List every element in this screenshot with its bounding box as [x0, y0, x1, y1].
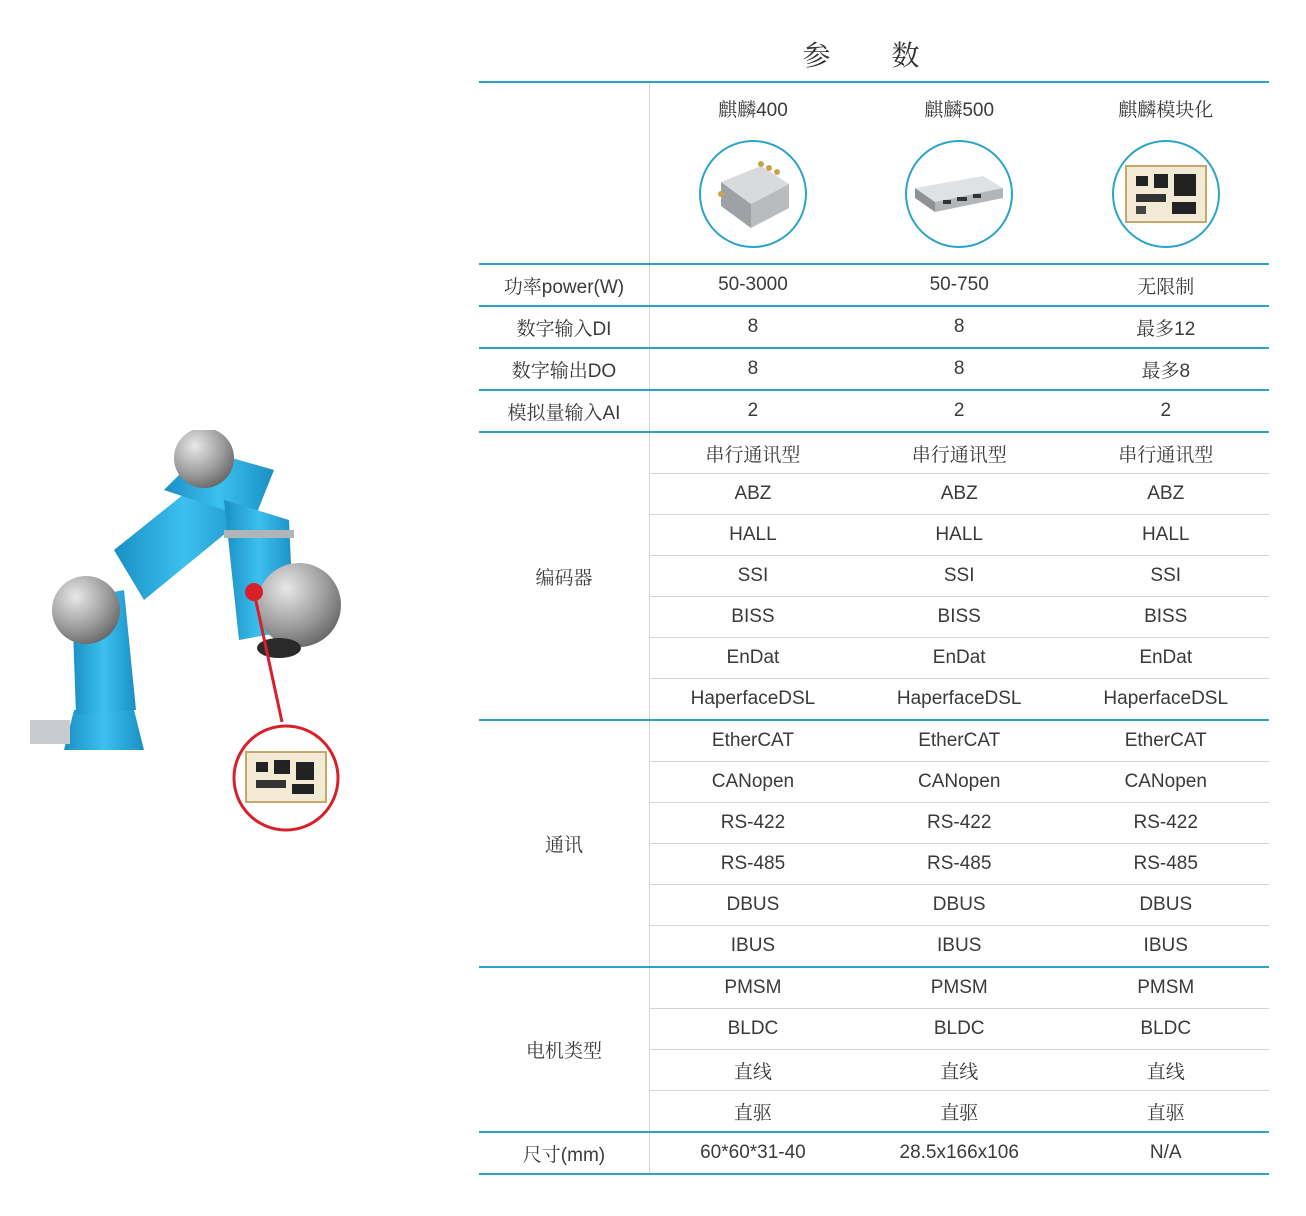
cell-value: ABZ: [856, 474, 1063, 515]
cell-value: HALL: [649, 515, 856, 556]
cell-value: BISS: [1062, 597, 1269, 638]
group-label-comm: 通讯: [479, 720, 649, 967]
cell-value: HaperfaceDSL: [1062, 679, 1269, 721]
cell-value: HaperfaceDSL: [856, 679, 1063, 721]
cell-value: PMSM: [649, 967, 856, 1009]
cell-value: 直线: [1062, 1050, 1269, 1091]
cell-value: RS-485: [649, 844, 856, 885]
cell-value: CANopen: [1062, 762, 1269, 803]
row-label: 尺寸(mm): [479, 1132, 649, 1174]
cell-value: 串行通讯型: [856, 432, 1063, 474]
robot-arm-image: [24, 430, 344, 840]
cell-value: CANopen: [856, 762, 1063, 803]
product-header-row: [479, 82, 1269, 264]
product-col-3: [1062, 82, 1269, 264]
cell-value: BISS: [856, 597, 1063, 638]
cell-value: 直驱: [856, 1091, 1063, 1133]
cell-value: EtherCAT: [1062, 720, 1269, 762]
cell-value: PMSM: [856, 967, 1063, 1009]
cell-value: EnDat: [1062, 638, 1269, 679]
row-label: 数字输入DI: [479, 306, 649, 348]
product-name: 麒麟模块化: [1118, 100, 1214, 121]
cell-value: 串行通讯型: [649, 432, 856, 474]
cell-value: 直驱: [1062, 1091, 1269, 1133]
cell-value: 直线: [856, 1050, 1063, 1091]
cell-value: 50-750: [856, 264, 1063, 306]
cell-value: 无限制: [1062, 264, 1269, 306]
cell-value: 8: [649, 348, 856, 390]
group-label-encoder: 编码器: [479, 432, 649, 720]
cell-value: BISS: [649, 597, 856, 638]
cell-value: 2: [649, 390, 856, 432]
cell-value: EtherCAT: [856, 720, 1063, 762]
cell-value: IBUS: [649, 926, 856, 968]
controller-flat-icon: [905, 140, 1013, 248]
cell-value: DBUS: [649, 885, 856, 926]
encoder-row: [479, 432, 1269, 474]
cell-value: RS-422: [1062, 803, 1269, 844]
row-label: 模拟量输入AI: [479, 390, 649, 432]
row-power: [479, 264, 1269, 306]
cell-value: HaperfaceDSL: [649, 679, 856, 721]
cell-value: RS-485: [1062, 844, 1269, 885]
cell-value: IBUS: [1062, 926, 1269, 968]
cell-value: ABZ: [1062, 474, 1269, 515]
cell-value: 8: [856, 306, 1063, 348]
spec-table: [479, 81, 1269, 1175]
group-label-motor: 电机类型: [479, 967, 649, 1132]
cell-value: IBUS: [856, 926, 1063, 968]
cell-value: ABZ: [649, 474, 856, 515]
cell-value: DBUS: [1062, 885, 1269, 926]
controller-module-icon: [1112, 140, 1220, 248]
cell-value: RS-422: [649, 803, 856, 844]
cell-value: HALL: [856, 515, 1063, 556]
cell-value: 2: [1062, 390, 1269, 432]
cell-value: 最多8: [1062, 348, 1269, 390]
row-ai: [479, 390, 1269, 432]
cell-value: SSI: [649, 556, 856, 597]
cell-value: BLDC: [649, 1009, 856, 1050]
cell-value: 最多12: [1062, 306, 1269, 348]
controller-cube-icon: [699, 140, 807, 248]
cell-value: HALL: [1062, 515, 1269, 556]
product-col-2: [856, 82, 1063, 264]
cell-value: PMSM: [1062, 967, 1269, 1009]
header-blank-cell: [479, 82, 649, 264]
cell-value: SSI: [856, 556, 1063, 597]
product-name: 麒麟500: [924, 100, 995, 121]
cell-value: EnDat: [649, 638, 856, 679]
cell-value: RS-422: [856, 803, 1063, 844]
cell-value: 8: [856, 348, 1063, 390]
cell-value: 直线: [649, 1050, 856, 1091]
row-label: 数字输出DO: [479, 348, 649, 390]
cell-value: BLDC: [856, 1009, 1063, 1050]
cell-value: 2: [856, 390, 1063, 432]
cell-value: SSI: [1062, 556, 1269, 597]
cell-value: 8: [649, 306, 856, 348]
row-label: 功率power(W): [479, 264, 649, 306]
comm-row: [479, 720, 1269, 762]
row-size: [479, 1132, 1269, 1174]
page-title: 参 数: [802, 39, 946, 72]
cell-value: BLDC: [1062, 1009, 1269, 1050]
cell-value: EnDat: [856, 638, 1063, 679]
product-name: 麒麟400: [718, 100, 788, 121]
cell-value: RS-485: [856, 844, 1063, 885]
cell-value: DBUS: [856, 885, 1063, 926]
motor-row: [479, 967, 1269, 1009]
cell-value: 串行通讯型: [1062, 432, 1269, 474]
product-col-1: [649, 82, 856, 264]
cell-value: N/A: [1062, 1132, 1269, 1174]
row-di: [479, 306, 1269, 348]
cell-value: 直驱: [649, 1091, 856, 1133]
cell-value: 50-3000: [649, 264, 856, 306]
cell-value: EtherCAT: [649, 720, 856, 762]
cell-value: 28.5x166x106: [856, 1132, 1063, 1174]
cell-value: 60*60*31-40: [649, 1132, 856, 1174]
row-do: [479, 348, 1269, 390]
cell-value: CANopen: [649, 762, 856, 803]
